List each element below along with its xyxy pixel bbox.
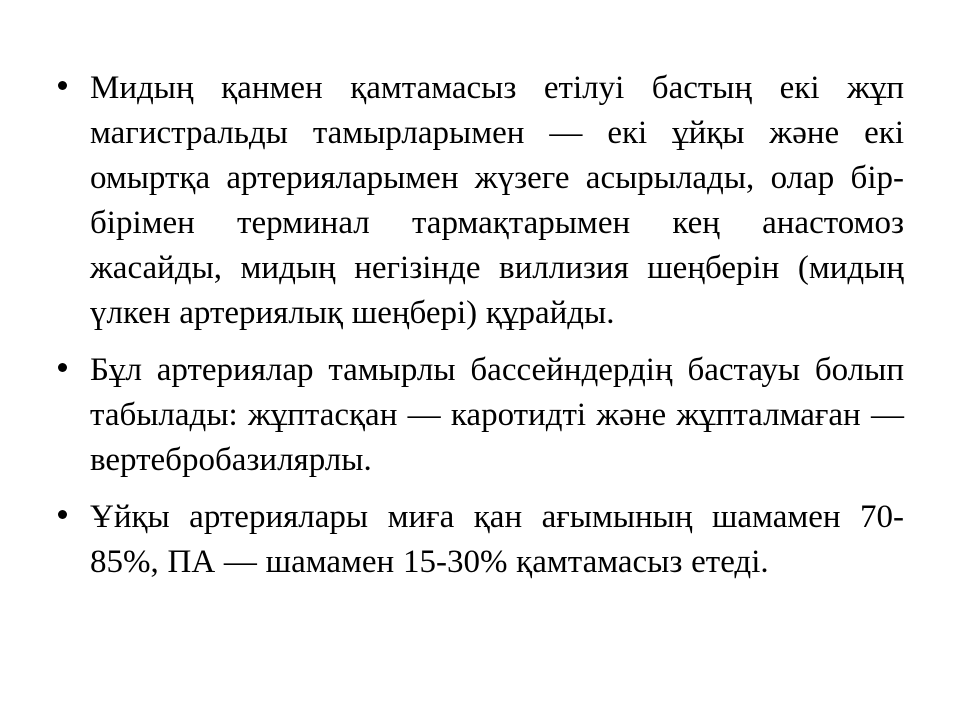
bullet-item-1 — [58, 66, 904, 336]
bullet-item-2 — [58, 348, 904, 483]
bullet-dot-icon — [58, 510, 67, 519]
bullet-dot-icon — [58, 81, 67, 90]
bullet-dot-icon — [58, 363, 67, 372]
bullet-item-3 — [58, 495, 904, 585]
bullet-text-3: Ұйқы артериялары миға қан ағымының шамамен 70-85%, ПА — шамамен 15-30% қамтамасыз етеді. — [90, 499, 904, 580]
bullet-text-2: Бұл артериялар тамырлы бассейндердің бастауы болып табылады: жұптасқан — каротидті және жұпталмаған — вертебробазилярлы. — [90, 352, 904, 478]
bullet-list — [58, 66, 904, 597]
bullet-text-1: Мидың қанмен қамтамасыз етілуі бастың екі жұп магистральды тамырларымен — екі ұйқы және екі омыртқа артерияларымен жүзеге асырылады, олар бір-бірімен терминал тармақтарымен кең анастомоз жасайды, мидың негізінде виллизия шеңберін (мидың үлкен артериялық шеңбері) құрайды. — [90, 70, 904, 331]
